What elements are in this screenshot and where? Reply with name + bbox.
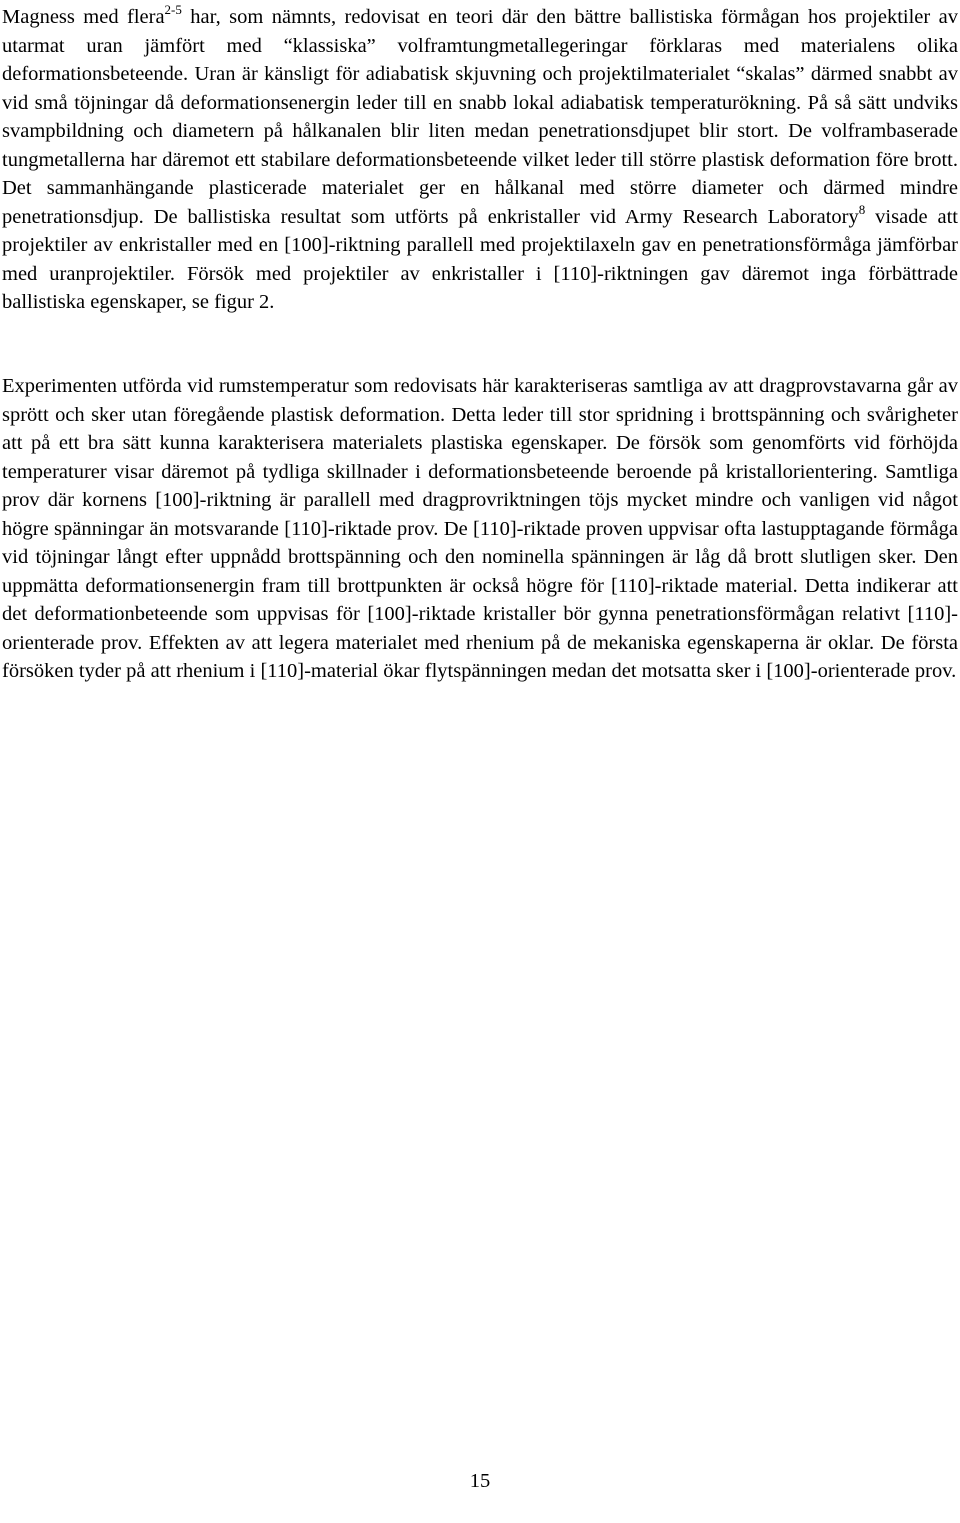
- paragraph-1-text-a: Magness med flera: [2, 6, 165, 28]
- paragraph-1-text-b: har, som nämnts, redovisat en teori där den bättre ballistiska förmågan hos projektiler av utarmat uran jämfört med “klassiska” volframtungmetallegeringar förklaras med materialens olika deformationsbeteende. Uran är känsligt för adiabatisk skjuvning och projektilmaterialet “skalas” därmed snabbt av vid små töjningar då deformationsenergin leder till en snabb lokal adiabatisk temperaturökning. På så sätt undviks svampbildning och diametern på hålkanalen blir liten medan penetrationsdjupet blir stort. De volframbaserade tungmetallerna har däremot ett stabilare deformationsbeteende vilket leder till större plastisk deformation före brott. Det sammanhängande plasticerade materialet ger en hålkanal med större diameter och därmed mindre penetrationsdjup. De ballistiska resultat som utförts på enkristaller vid Army Research Laboratory: [2, 6, 958, 228]
- reference-superscript-8: 8: [858, 201, 866, 217]
- paragraph-1-text-c: visade att projektiler av enkristaller med en [100]-riktning parallell med projektilaxeln gav en penetrationsförmåga jämförbar med uranprojektiler. Försök med projektiler av enkristaller i [110]-riktningen gav däremot inga förbättrade ballistiska egenskaper, se figur 2.: [2, 205, 958, 313]
- reference-superscript-2-5: 2-5: [164, 2, 182, 17]
- paragraph-1: [2, 3, 958, 317]
- page-number: 15: [469, 1470, 491, 1492]
- paragraph-2: Experimenten utförda vid rumstemperatur som redovisats här karakteriseras samtliga av att dragprovstavarna går av sprött och sker utan föregående plastisk deformation. Detta leder till stor spridning i brottspänning och svårigheter att på ett bra sätt kunna karakterisera materialets plastiska egenskaper. De försök som genomförts vid förhöjda temperaturer visar däremot på tydliga skillnader i deformationsbeteende beroende på kristallorientering. Samtliga prov där kornens [100]-riktning är parallell med dragprovriktningen töjs mycket mindre och vanligen vid något högre spänningar än motsvarande [110]-riktade prov. De [110]-riktade proven uppvisar ofta lastupptagande förmåga vid töjningar långt efter uppnådd brottspänning och den nominella spänningen är låg då brott slutligen sker. Den uppmätta deformationsenergin fram till brottpunkten är också högre för [110]-riktade material. Detta indikerar att det deformationbeteende som uppvisas för [100]-riktade kristaller bör gynna penetrationsförmågan relativt [110]-orienterade prov. Effekten av att legera materialet med rhenium på de mekaniska egenskaperna är oklar. De första försöken tyder på att rhenium i [110]-material ökar flytspänningen medan det motsatta sker i [100]-orienterade prov.: [2, 375, 958, 682]
